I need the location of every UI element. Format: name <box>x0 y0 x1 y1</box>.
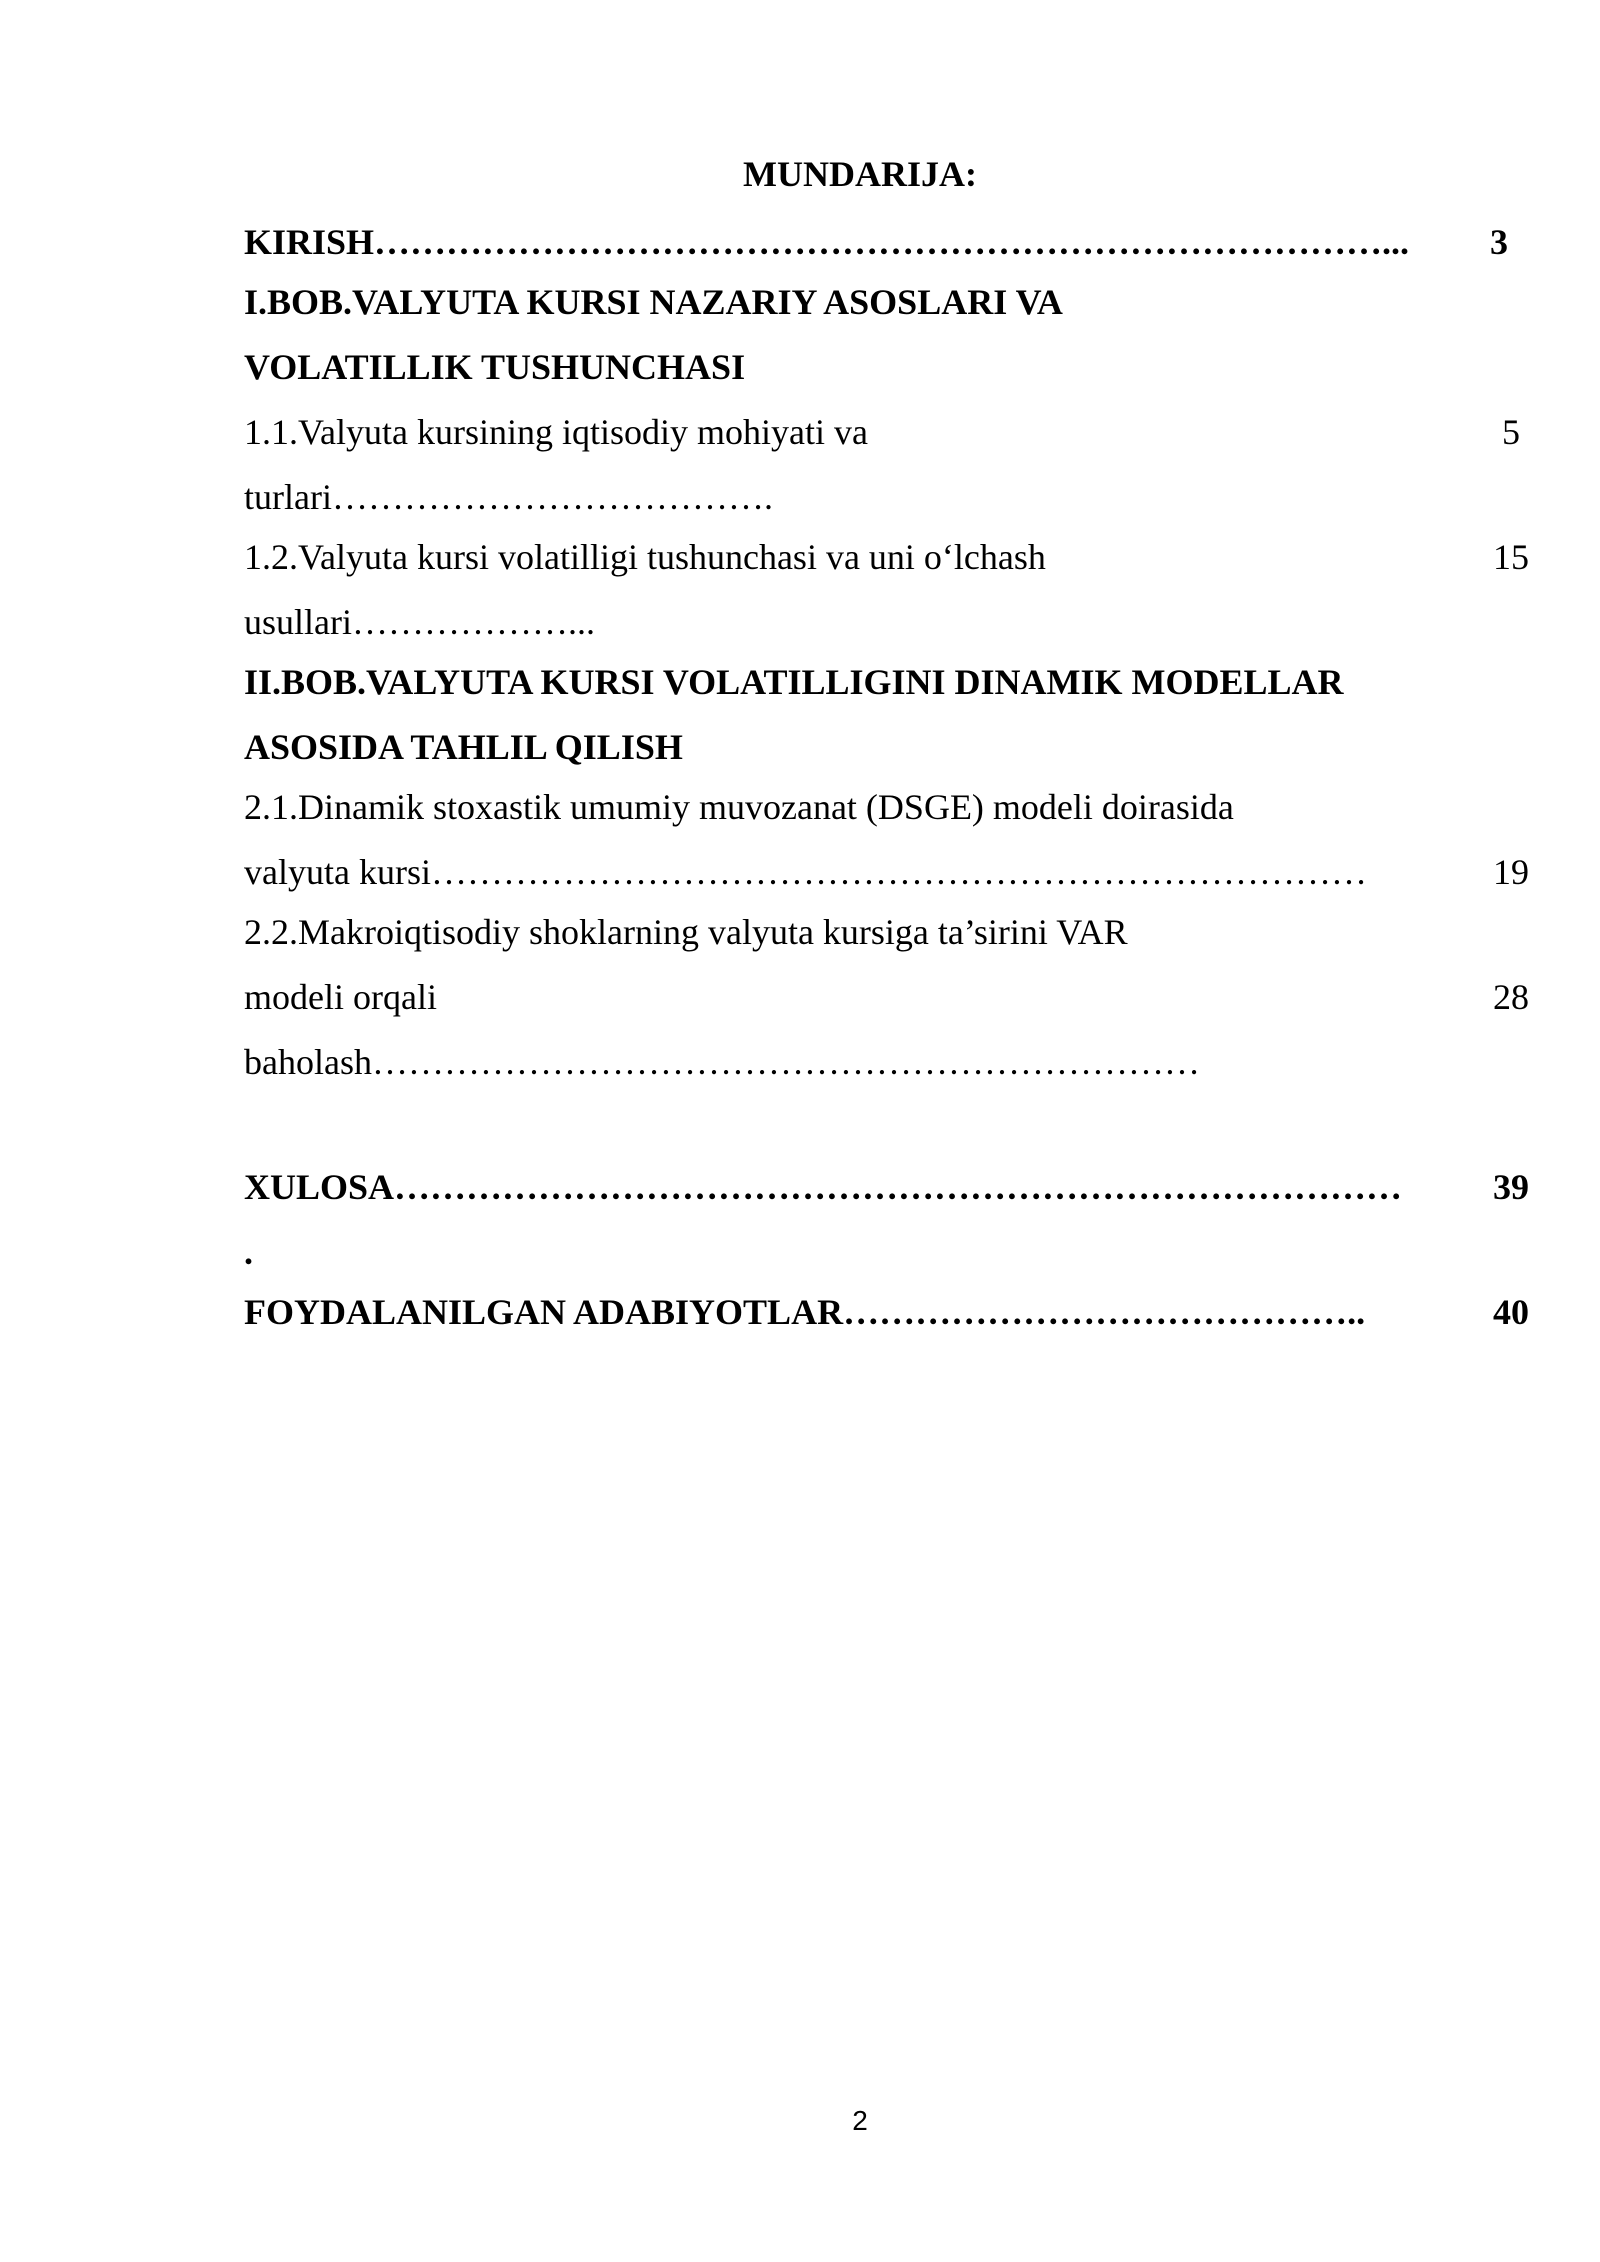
toc-section-2-1-line1: 2.1.Dinamik stoxastik umumiy muvozanat (DSGE) modeli doirasida <box>244 787 1234 827</box>
toc-chapter1-title-line2: VOLATILLIK TUSHUNCHASI <box>244 347 746 387</box>
toc-entry-xulosa: XULOSA………………………………………………………………………… <box>244 1167 1403 1207</box>
toc-page-section-2-1: 19 <box>1493 852 1529 892</box>
toc-section-2-2-line2: modeli orqali <box>244 977 437 1017</box>
toc-chapter1-title-line1: I.BOB.VALYUTA KURSI NAZARIY ASOSLARI VA <box>244 282 1063 322</box>
toc-page-xulosa: 39 <box>1493 1167 1529 1207</box>
toc-section-2-2-line1: 2.2.Makroiqtisodiy shoklarning valyuta kursiga ta’sirini VAR <box>244 912 1128 952</box>
toc-entry-kirish: KIRISH…………………………………………………………………………... <box>244 222 1410 262</box>
toc-section-1-2-line1: 1.2.Valyuta kursi volatilligi tushunchasi va uni o‘lchash <box>244 537 1046 577</box>
toc-entry-adabiyotlar: FOYDALANILGAN ADABIYOTLAR…………………………………….. <box>244 1292 1366 1332</box>
toc-page-adabiyotlar: 40 <box>1493 1292 1529 1332</box>
toc-section-1-1-line1: 1.1.Valyuta kursining iqtisodiy mohiyati va <box>244 412 868 452</box>
toc-page-section-1-1: 5 <box>1502 412 1520 452</box>
toc-chapter2-title-line1: II.BOB.VALYUTA KURSI VOLATILLIGINI DINAMIK MODELLAR <box>244 662 1344 702</box>
toc-entry-xulosa-dot: . <box>244 1232 253 1272</box>
toc-chapter2-title-line2: ASOSIDA TAHLIL QILISH <box>244 727 683 767</box>
toc-title: MUNDARIJA: <box>743 154 977 194</box>
toc-section-2-2-line3: baholash…………………………………………………………… <box>244 1042 1200 1082</box>
toc-page-section-1-2: 15 <box>1493 537 1529 577</box>
page-number: 2 <box>852 2105 868 2136</box>
toc-section-1-1-line2: turlari………………………………. <box>244 477 773 517</box>
toc-page-kirish: 3 <box>1490 222 1508 262</box>
toc-section-1-2-line2: usullari………………... <box>244 602 595 642</box>
toc-page-section-2-2: 28 <box>1493 977 1529 1017</box>
toc-section-2-1-line2: valyuta kursi…………………………………………………………………… <box>244 852 1367 892</box>
